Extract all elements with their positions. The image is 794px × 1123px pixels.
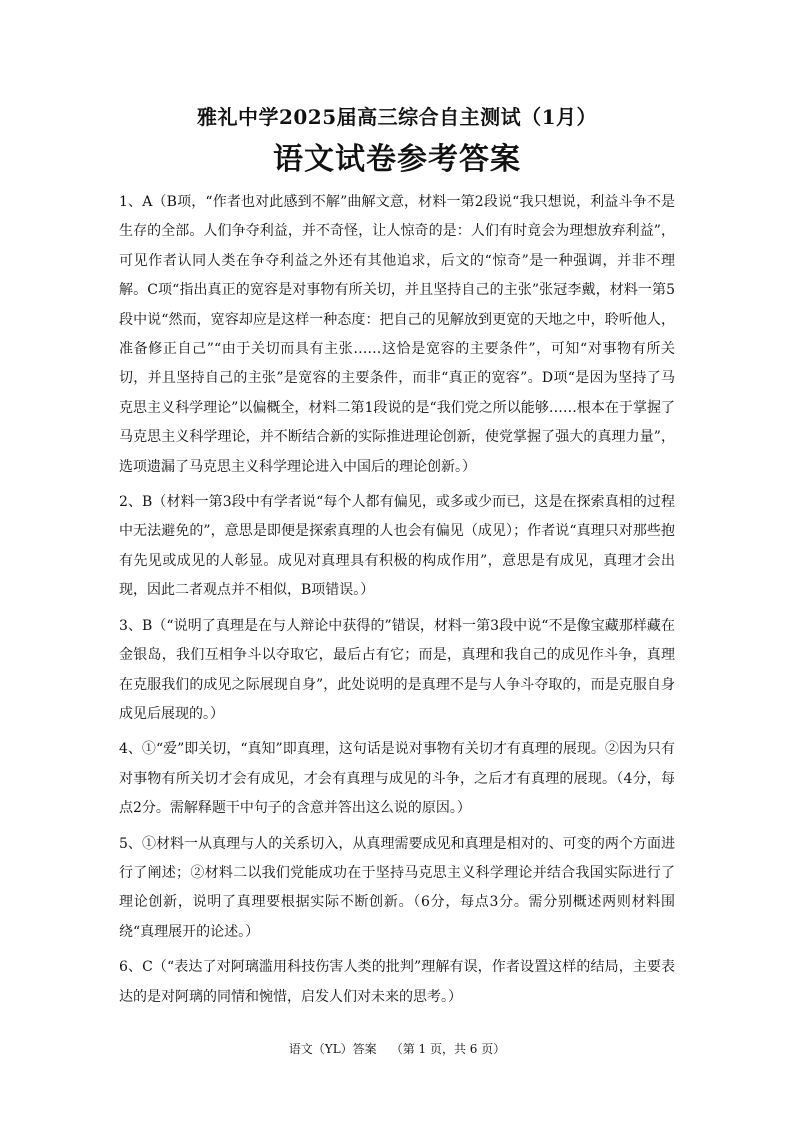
answer-item-6: 6、C（“表达了对阿璃滥用科技伤害人类的批判”理解有误，作者设置这样的结局，主要表达的是对阿璃的同情和惋惜，启发人们对未来的思考。） <box>119 959 675 1005</box>
answer-item-3: 3、B（“说明了真理是在与人辩论中获得的”错误，材料一第3段中说“不是像宝藏那样藏在金银岛，我们互相争斗以夺取它，最后占有它；而是，真理和我自己的成见作斗争，真理在克服我们的成见之际展现自身”，此处说明的是真理不是与人争斗夺取的，而是克服自身成见后展现的。） <box>119 617 675 722</box>
answer-item-4: 4、①“爱”即关切，“真知”即真理，这句话是说对事物有关切才有真理的展现。②因为只有对事物有所关切才会有成见，才会有真理与成见的斗争，之后才有真理的展现。（4分，每点2分。需解释题干中句子的含意并答出这么说的原因。） <box>119 741 675 817</box>
answer-list <box>119 188 675 1018</box>
footer-subject: 语文（YL）答案 <box>288 1042 377 1056</box>
footer-page-number: （第 1 页，共 6 页） <box>390 1042 506 1056</box>
answer-item-1: 1、A（B项，“作者也对此感到不解”曲解文意，材料一第2段说“我只想说，利益斗争不是生存的全部。人们争夺利益，并不奇怪，让人惊奇的是：人们有时竟会为理想放弃利益”，可见作者认同人类在争夺利益之外还有其他追求，后文的“惊奇”是一种强调，并非不理解。C项“指出真正的宽容是对事物有所关切，并且坚持自己的主张”张冠李戴，材料一第5段中说“然而，宽容却应是这样一种态度：把自己的见解放到更宽的天地之中，聆听他人，准备修正自己”“由于关切而具有主张……这恰是宽容的主要条件”，可知“对事物有所关切，并且坚持自己的主张”是宽容的主要条件，而非“真正的宽容”。D项“是因为坚持了马克思主义科学理论”以偏概全，材料二第1段说的是“我们党之所以能够……根本在于掌握了马克思主义科学理论，并不断结合新的实际推进理论创新，使党掌握了强大的真理力量”，选项遗漏了马克思主义科学理论进入中国后的理论创新。） <box>119 194 675 475</box>
answer-item-2: 2、B（材料一第3段中有学者说“每个人都有偏见，或多或少而已，这是在探索真相的过程中无法避免的”，意思是即便是探索真理的人也会有偏见（成见）；作者说“真理只对那些抱有先见或成见的人彰显。成见对真理具有积极的构成作用”，意思是有成见，真理才会出现，因此二者观点并不相似，B项错误。） <box>119 494 675 599</box>
page-footer <box>0 1040 794 1058</box>
answer-item-5: 5、①材料一从真理与人的关系切入，从真理需要成见和真理是相对的、可变的两个方面进行了阐述；②材料二以我们党能成功在于坚持马克思主义科学理论并结合我国实际进行了理论创新，说明了真理要根据实际不断创新。（6分，每点3分。需分别概述两则材料围绕“真理展开的论述。） <box>119 835 675 940</box>
page-title: 语文试卷参考答案 <box>273 142 521 177</box>
exam-title: 雅礼中学2025届高三综合自主测试（1月） <box>196 105 598 129</box>
